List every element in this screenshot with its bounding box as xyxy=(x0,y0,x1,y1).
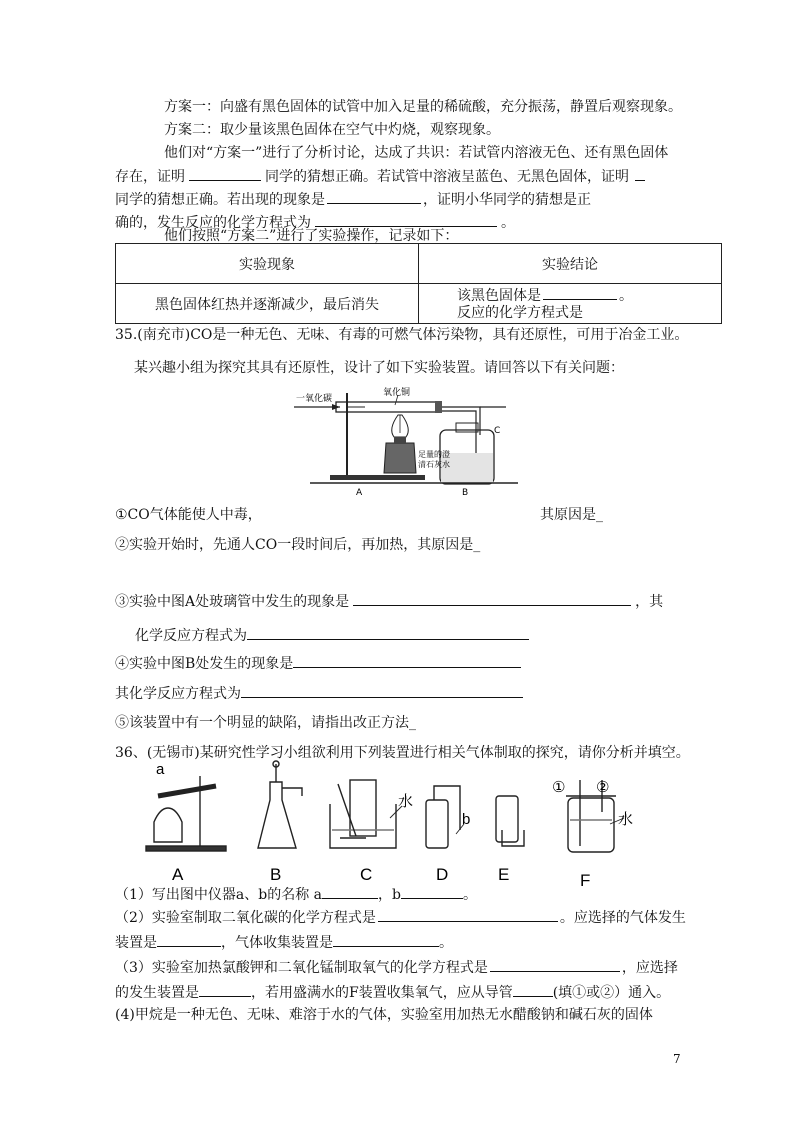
blank[interactable] xyxy=(513,982,553,997)
label-B: B xyxy=(270,865,282,884)
label-c: C xyxy=(494,426,501,436)
blank[interactable] xyxy=(157,932,221,947)
blank[interactable] xyxy=(378,907,558,922)
scheme-one: 方案一：向盛有黑色固体的试管中加入足量的稀硫酸，充分振荡，静置后观察现象。 xyxy=(164,99,682,115)
blank[interactable] xyxy=(490,957,620,972)
limewater-label-1: 足量的澄 xyxy=(418,450,450,459)
blank[interactable] xyxy=(353,591,631,606)
q35-5: ⑤该装置中有一个明显的缺陷，请指出改正方法_ xyxy=(115,715,416,731)
blank[interactable] xyxy=(635,166,645,181)
label-water-f: 水 xyxy=(618,810,634,828)
cuo-label: 氧化铜 xyxy=(383,388,411,398)
result-table xyxy=(115,243,722,324)
q35-1-reason: 其原因是_ xyxy=(540,507,603,523)
gas-label: 一氧化碳 xyxy=(296,394,333,404)
label-F: F xyxy=(580,871,591,888)
blank[interactable] xyxy=(322,884,378,899)
gas-apparatus-set xyxy=(140,760,660,888)
label-a-small: a xyxy=(156,761,165,778)
label-D: D xyxy=(436,865,449,884)
limewater-label-2: 清石灰水 xyxy=(418,460,450,469)
q36-title: 36、(无锡市)某研究性学习小组欲利用下列装置进行相关气体制取的探究，请你分析并填空。 xyxy=(115,745,690,761)
blank[interactable] xyxy=(327,189,421,204)
record-intro-line: 他们按照“方案二”进行了实验操作，记录如下： xyxy=(164,228,459,244)
q35-intro: 某兴趣小组为探究其具有还原性，设计了如下实验装置。请回答以下有关问题： xyxy=(134,360,624,376)
q36-3-cont: 的发生装置是 ，若用盛满水的F装置收集氧气，应从导管 (填①或②）通入。 xyxy=(115,982,670,1003)
label-C: C xyxy=(360,865,373,884)
label-water-c: 水 xyxy=(398,792,414,810)
port-1: ① xyxy=(552,778,566,796)
q36-3: （3）实验室加热氯酸钾和二氧化锰制取氧气的化学方程式是 ，应选择 xyxy=(115,957,678,978)
q35-1: ①CO气体能使人中毒， xyxy=(115,507,262,523)
q35-3-equation: 化学反应方程式为 xyxy=(135,625,529,646)
blank[interactable] xyxy=(401,884,463,899)
port-2: ② xyxy=(596,778,610,796)
label-A: A xyxy=(172,865,184,884)
q36-1: （1）写出图中仪器a、b的名称 a ，b 。 xyxy=(115,884,477,905)
blank[interactable] xyxy=(315,212,497,227)
page-number: 7 xyxy=(673,1052,681,1066)
discussion-line-1: 他们对“方案一”进行了分析讨论，达成了共识：若试管内溶液无色、还有黑色固体 xyxy=(164,145,669,161)
blank[interactable] xyxy=(293,653,521,668)
discussion-line-4: 确的，发生反应的化学方程式为 。 xyxy=(115,212,515,233)
q35-4: ④实验中图B处发生的现象是 xyxy=(115,653,521,674)
q35-4-equation: 其化学反应方程式为 xyxy=(115,683,523,704)
table-head-conclusion: 实验结论 xyxy=(419,244,722,284)
q36-2: （2）实验室制取二氧化碳的化学方程式是 。应选择的气体发生 xyxy=(115,907,686,928)
label-E: E xyxy=(498,865,510,884)
table-conclusion: 该黑色固体是 。 反应的化学方程式是 xyxy=(419,284,722,324)
blank[interactable] xyxy=(247,625,529,640)
q36-2-cont: 装置是 ，气体收集装置是 。 xyxy=(115,932,453,953)
discussion-line-2: 存在，证明 同学的猜想正确。若试管中溶液呈蓝色、无黑色固体，证明 xyxy=(115,166,645,187)
blank[interactable] xyxy=(333,932,439,947)
q35-title: 35.(南充市)CO是一种无色、无味、有毒的可燃气体污染物，具有还原性，可用于冶金工业。 xyxy=(115,327,689,343)
q36-4: (4)甲烷是一种无色、无味、难溶于水的气体，实验室用加热无水醋酸钠和碱石灰的固体 xyxy=(115,1007,653,1023)
blank[interactable] xyxy=(189,166,261,181)
discussion-line-3: 同学的猜想正确。若出现的现象是 ，证明小华同学的猜想是正 xyxy=(115,189,591,210)
label-a: A xyxy=(356,488,363,497)
co-reduction-apparatus xyxy=(290,385,522,497)
table-head-phenomenon: 实验现象 xyxy=(116,244,419,284)
table-phenomenon: 黑色固体红热并逐渐减少，最后消失 xyxy=(116,284,419,324)
scheme-two: 方案二：取少量该黑色固体在空气中灼烧，观察现象。 xyxy=(164,122,500,138)
q35-2: ②实验开始时，先通人CO一段时间后，再加热，其原因是_ xyxy=(115,537,481,553)
label-b: B xyxy=(462,488,469,497)
label-b-small: b xyxy=(462,811,471,828)
q35-3: ③实验中图A处玻璃管中发生的现象是 ，其 xyxy=(115,591,663,612)
blank[interactable] xyxy=(241,683,523,698)
blank[interactable] xyxy=(543,285,617,300)
blank[interactable] xyxy=(199,982,251,997)
